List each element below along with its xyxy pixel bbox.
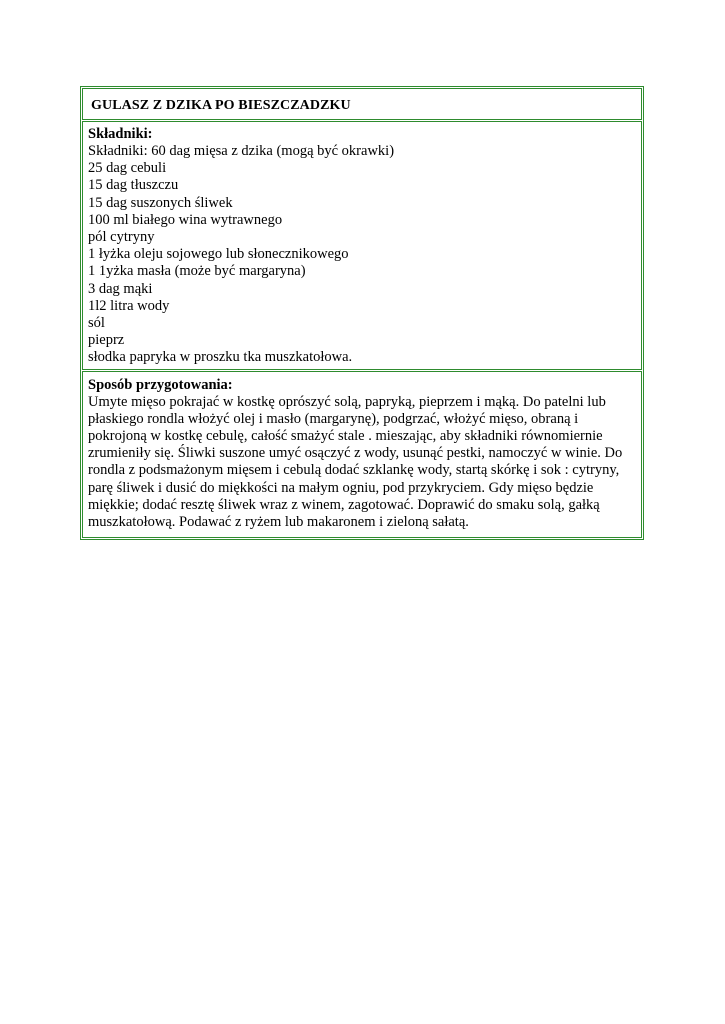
ingredient-item: słodka papryka w proszku tka muszkatołowa.: [88, 349, 353, 366]
ingredient-item: 15 dag tłuszczu: [88, 177, 179, 194]
ingredient-item: 1l2 litra wody: [88, 297, 170, 314]
recipe-table: [80, 86, 644, 540]
ingredient-item: 1 łyżka oleju sojowego lub słonecznikowego: [88, 246, 349, 263]
ingredient-item: sól: [88, 315, 105, 332]
recipe-title-cell: [82, 88, 642, 120]
preparation-cell: [82, 371, 642, 539]
ingredient-item: 1 1yżka masła (może być margaryna): [88, 263, 306, 280]
ingredients-heading: Składniki:: [88, 126, 153, 142]
ingredients-list: [88, 143, 636, 367]
recipe-title: GULASZ Z DZIKA PO BIESZCZADZKU: [91, 98, 351, 113]
preparation-text: Umyte mięso pokrajać w kostkę oprószyć solą, papryką, pieprzem i mąką. Do patelni lub płaskiego rondla włożyć olej i masło (margarynę), podgrzać, włożyć mięso, obraną i pokrojoną w kostkę cebulę, całość smażyć stale . mieszając, aby składniki równomiernie zrumieniły się. Śliwki suszone umyć osączyć z wody, usunąć pestki, namoczyć w winie. Do rondla z podsmażonym mięsem i cebulą dodać szklankę wody, startą skórkę i sok : cytryny, parę śliwek i dusić do miękkości na małym ogniu, pod przykryciem. Gdy mięso będzie miękkie; dodać resztę śliwek wraz z winem, zagotować. Doprawić do smaku solą, gałką muszkatołową. Podawać z ryżem lub makaronem i zieloną sałatą.: [88, 393, 623, 531]
ingredient-item: Składniki: 60 dag mięsa z dzika (mogą być okrawki): [88, 143, 395, 159]
ingredients-cell: [82, 121, 642, 370]
ingredient-item: pieprz: [88, 332, 125, 349]
ingredient-item: 15 dag suszonych śliwek: [88, 194, 233, 211]
ingredient-item: pól cytryny: [88, 229, 155, 246]
ingredient-item: 3 dag mąki: [88, 280, 153, 297]
ingredient-item: 25 dag cebuli: [88, 160, 167, 177]
preparation-heading: Sposób przygotowania:: [88, 376, 233, 393]
ingredient-item: 100 ml białego wina wytrawnego: [88, 211, 283, 228]
